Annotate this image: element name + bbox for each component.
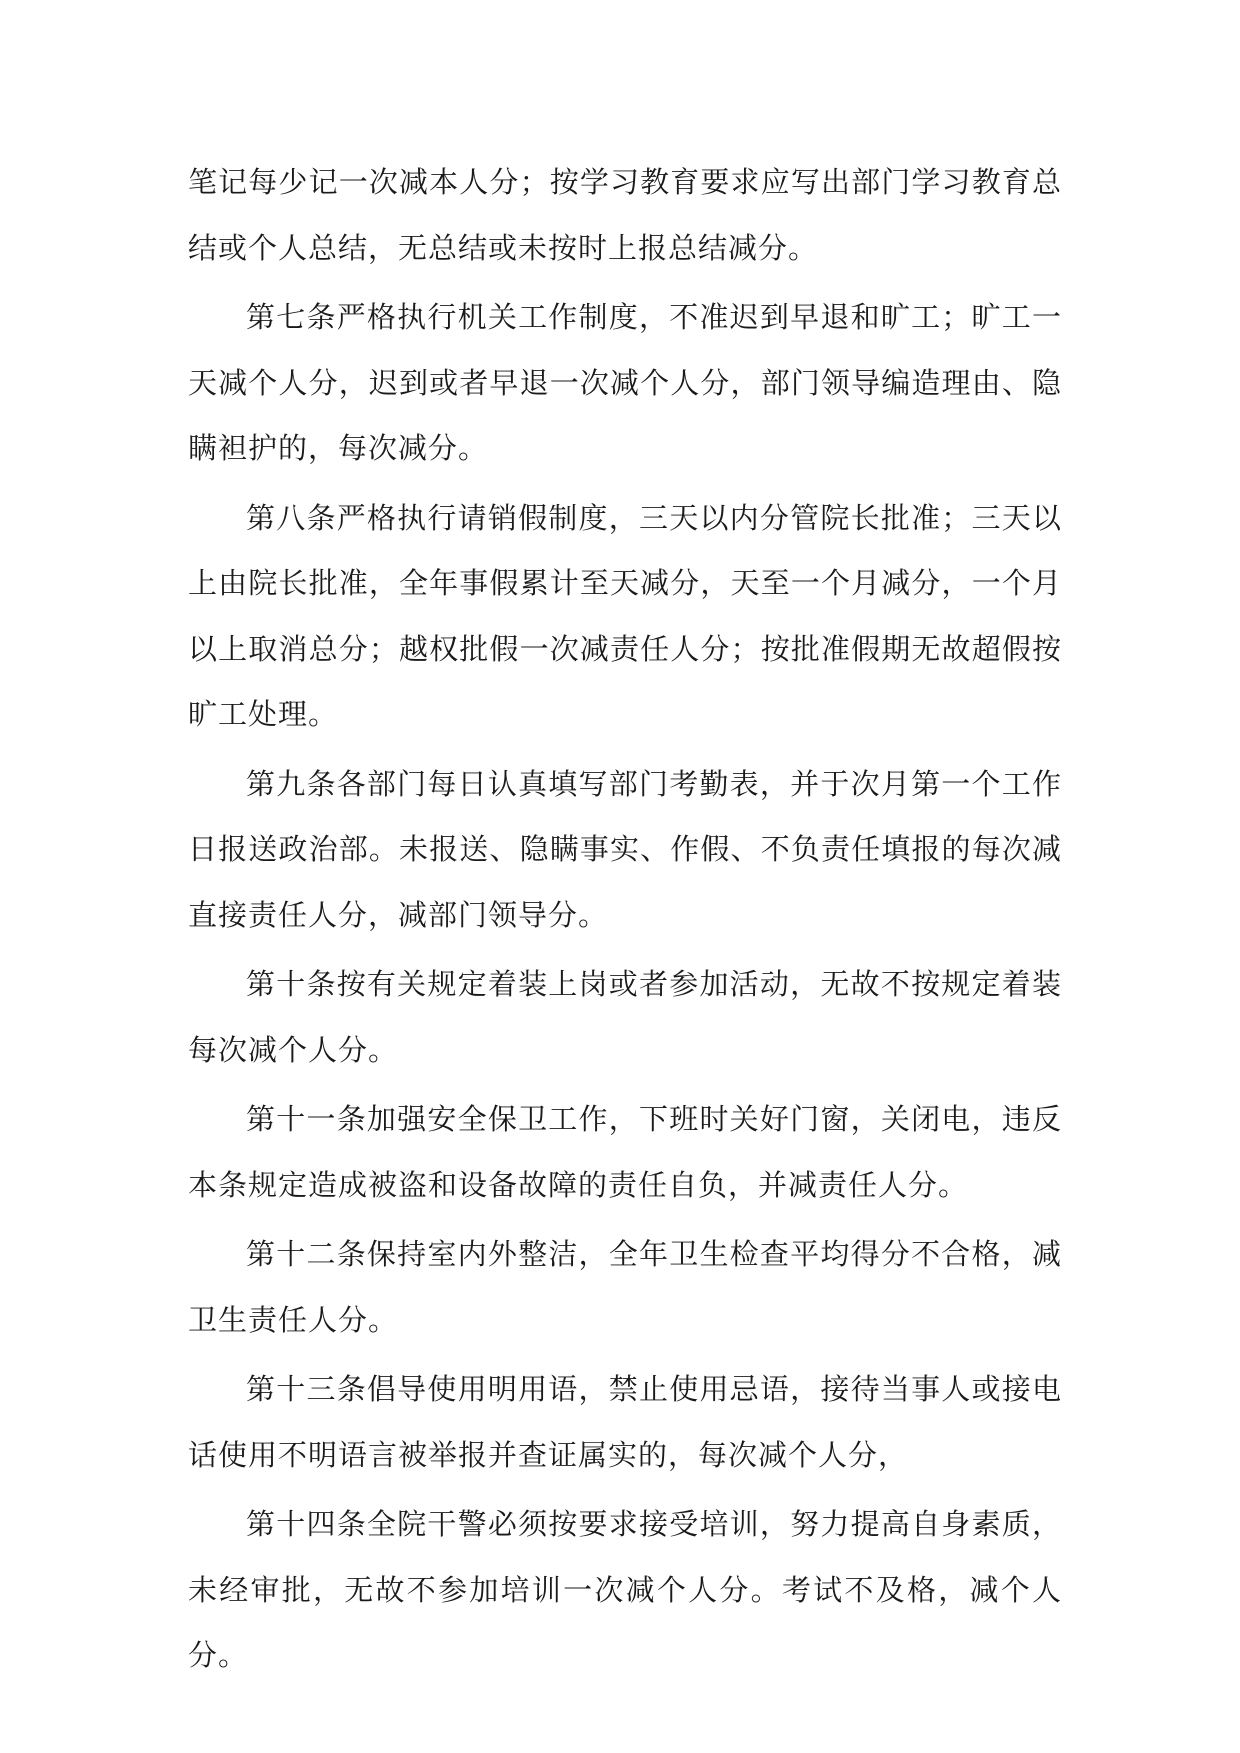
document-page	[188, 150, 1062, 1693]
article-13-paragraph: 第十三条倡导使用明用语，禁止使用忌语，接待当事人或接电话使用不明语言被举报并查证属实的，每次减个人分，	[188, 1372, 1062, 1472]
article-11-paragraph: 第十一条加强安全保卫工作，下班时关好门窗，关闭电，违反本条规定造成被盗和设备故障的责任自负，并减责任人分。	[188, 1102, 1062, 1202]
article-12-paragraph: 第十二条保持室内外整洁，全年卫生检查平均得分不合格，减卫生责任人分。	[188, 1237, 1062, 1337]
article-14-paragraph: 第十四条全院干警必须按要求接受培训，努力提高自身素质，未经审批，无故不参加培训一次减个人分。考试不及格，减个人分。	[188, 1507, 1062, 1672]
article-10-paragraph: 第十条按有关规定着装上岗或者参加活动，无故不按规定着装每次减个人分。	[188, 967, 1062, 1067]
paragraph-0: 笔记每少记一次减本人分；按学习教育要求应写出部门学习教育总结或个人总结，无总结或未按时上报总结减分。	[188, 165, 1062, 265]
article-9-paragraph: 第九条各部门每日认真填写部门考勤表，并于次月第一个工作日报送政治部。未报送、隐瞒事实、作假、不负责任填报的每次减直接责任人分，减部门领导分。	[188, 766, 1062, 932]
article-8-paragraph: 第八条严格执行请销假制度，三天以内分管院长批准；三天以上由院长批准，全年事假累计至天减分，天至一个月减分，一个月以上取消总分；越权批假一次减责任人分；按批准假期无故超假按旷工处理。	[188, 500, 1062, 731]
article-7-paragraph: 第七条严格执行机关工作制度，不准迟到早退和旷工；旷工一天减个人分，迟到或者早退一次减个人分，部门领导编造理由、隐瞒袒护的，每次减分。	[188, 300, 1062, 465]
